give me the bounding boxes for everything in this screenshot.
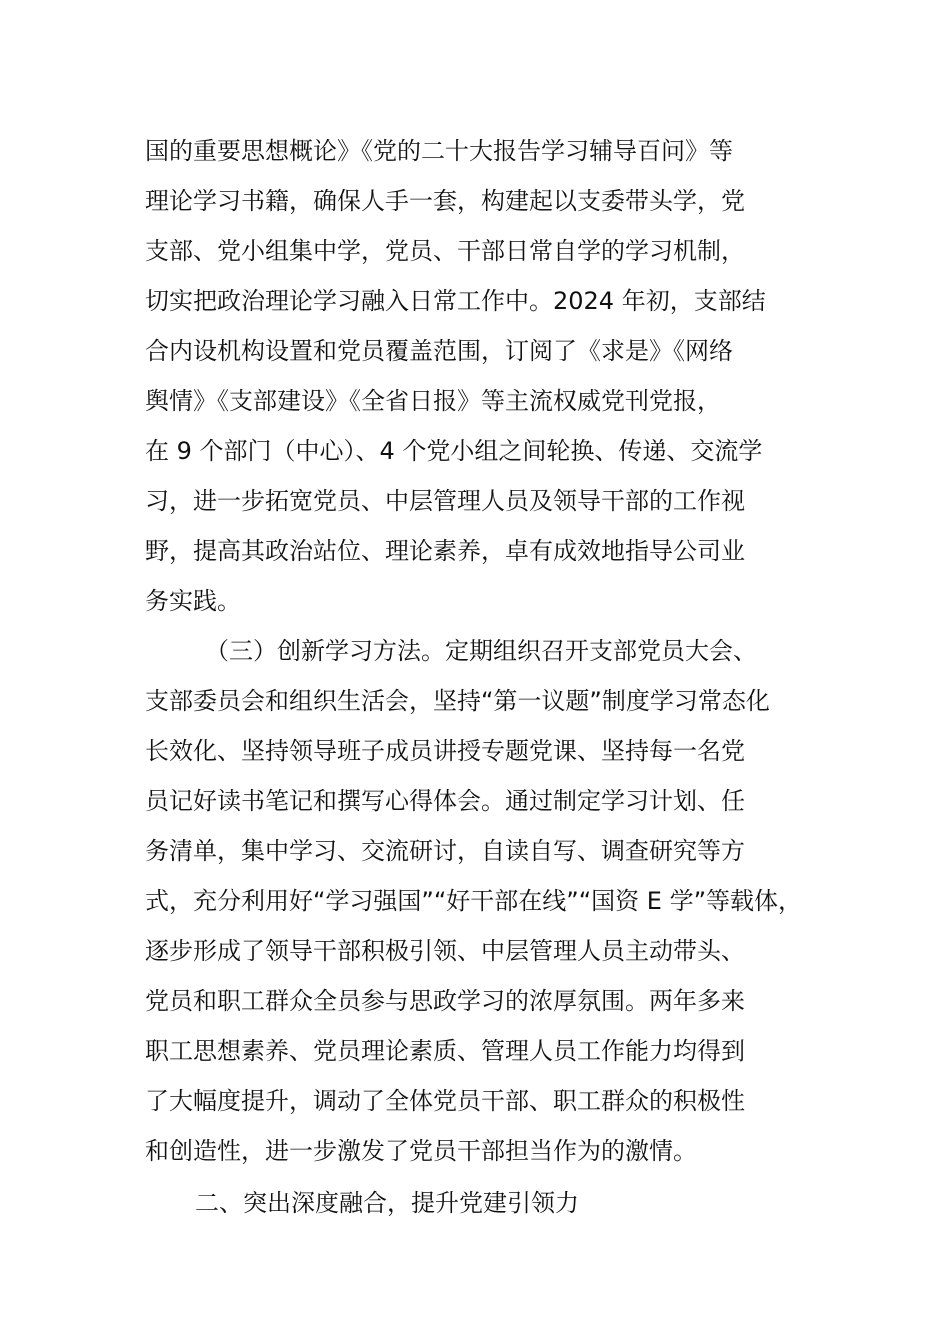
paragraph-line: 支部委员会和组织生活会，坚持“第一议题”制度学习常态化 <box>145 687 770 715</box>
paragraph-line: 习，进一步拓宽党员、中层管理人员及领导干部的工作视 <box>145 487 745 515</box>
paragraph-line: 长效化、坚持领导班子成员讲授专题党课、坚持每一名党 <box>145 737 745 765</box>
paragraph-line: 野，提高其政治站位、理论素养，卓有成效地指导公司业 <box>145 537 745 565</box>
paragraph-line: 员记好读书笔记和撰写心得体会。通过制定学习计划、任 <box>145 787 745 815</box>
document-body <box>145 126 845 1228</box>
paragraph-line: 舆情》《支部建设》《全省日报》等主流权威党刊党报， <box>145 387 721 415</box>
paragraph-line: 务清单，集中学习、交流研讨，自读自写、调查研究等方 <box>145 837 745 865</box>
paragraph-line: 了大幅度提升，调动了全体党员干部、职工群众的积极性 <box>145 1087 745 1115</box>
paragraph-line: 国的重要思想概论》《党的二十大报告学习辅导百问》等 <box>145 137 733 165</box>
paragraph-line: 式，充分利用好“学习强国”“好干部在线”“国资 E 学”等载体， <box>145 887 803 915</box>
section-heading-wrapper <box>145 1178 845 1228</box>
paragraph-line: 务实践。 <box>145 587 241 615</box>
paragraph-line: 支部、党小组集中学，党员、干部日常自学的学习机制， <box>145 237 745 265</box>
paragraph-line: 合内设机构设置和党员覆盖范围，订阅了《求是》《网络 <box>145 337 733 365</box>
paragraph-line: 党员和职工群众全员参与思政学习的浓厚氛围。两年多来 <box>145 987 745 1015</box>
section-heading: 二、突出深度融合，提升党建引领力 <box>195 1189 579 1217</box>
paragraph-line: 和创造性，进一步激发了党员干部担当作为的激情。 <box>145 1137 697 1165</box>
paragraph-2 <box>145 626 845 1176</box>
paragraph-line: 逐步形成了领导干部积极引领、中层管理人员主动带头、 <box>145 937 745 965</box>
paragraph-line: 在 9 个部门（中心）、4 个党小组之间轮换、传递、交流学 <box>145 437 763 465</box>
paragraph-line: 理论学习书籍，确保人手一套，构建起以支委带头学，党 <box>145 187 745 215</box>
paragraph-line: 职工思想素养、党员理论素质、管理人员工作能力均得到 <box>145 1037 745 1065</box>
paragraph-line: 切实把政治理论学习融入日常工作中。2024 年初，支部结 <box>145 287 766 315</box>
paragraph-1 <box>145 126 845 626</box>
paragraph-first-line: （三）创新学习方法。定期组织召开支部党员大会、 <box>205 637 757 665</box>
